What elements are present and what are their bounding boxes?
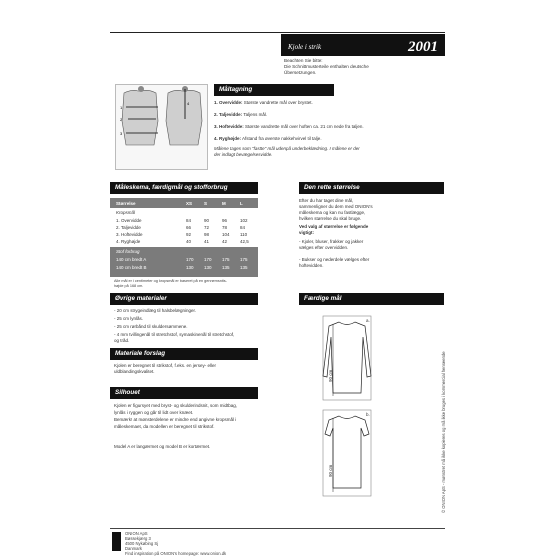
right-size-line: sammenligner du dem med ONION's [299, 204, 373, 209]
right-size-bullet: hoftevidden. [299, 263, 324, 268]
measure-item: 3. Hoftevidde: Største vandrette mål over hoften ca. 21 cm nede fra taljen. [214, 124, 364, 129]
right-size-bullet: vælges efter overvidden. [299, 245, 349, 250]
fabric-block [110, 247, 258, 277]
top-rule [110, 32, 445, 33]
svg-text:4: 4 [187, 101, 190, 106]
copyright-note: © ONION ApS - mønstret må ikke kopieres og må ikke bruges i kommercial henseende [441, 351, 446, 513]
dim-label-a: 90 cm [328, 369, 333, 382]
material-line: - 20 cm strygeindlæg til halsbelægninger. [114, 308, 197, 313]
svg-text:2: 2 [120, 117, 123, 122]
dress-label-a: a. [366, 318, 370, 323]
footer-line: Find inspiration på ONION's homepage: www.onion.dk [125, 551, 227, 556]
table-subhead: Kropsmål [116, 210, 136, 215]
table-row: 3. Hoftevidde 92 98 104 110 [116, 232, 248, 237]
size-table-heading: Måleskema, færdigmål og stofforbrug [110, 182, 258, 194]
table-header-row: Størrelse XS S M L [116, 201, 243, 206]
measure-note: Målene tages som "fastte" mål udenpå underbeklædning. I målene er der [214, 146, 360, 151]
right-size-bold: Ved valg af størrelse er følgende [299, 224, 369, 229]
table-row: 4. Ryghøjde 40 41 42 42,5 [116, 239, 249, 244]
footer-line: Bøssekjærg 3 [125, 536, 151, 541]
dress-drawings [299, 312, 444, 502]
note-line: Beachten Sie bitte: [284, 58, 323, 63]
table-footnote: højde på 168 cm. [114, 284, 144, 288]
fabric-line: Kjolen er beregnet til strikstof, f.eks. en jersey- eller [114, 363, 217, 368]
note-line: Die Schnittmusterteile enthalten deutsche [284, 64, 369, 69]
measure-item: 4. Ryghøjde: Afstand fra øverste nakkehvirvel til talje. [214, 136, 322, 141]
silhouette-line: lynlås i ryggen og går til lidt over knæet. [114, 410, 194, 415]
svg-text:3: 3 [120, 131, 123, 136]
right-size-line: hvilken størrelse du skal bruge. [299, 216, 362, 221]
dress-label-b: b. [366, 412, 370, 417]
onion-logo [112, 532, 121, 551]
material-line: - 25 cm rørbånd til skuldersømmene. [114, 324, 188, 329]
pattern-title: Kjole i strik [288, 43, 322, 51]
right-size-bold: vigtigt: [299, 230, 314, 235]
silhouette-line: måleskemaet, da modellen er beregnet til strikstof. [114, 424, 215, 429]
materials-heading: Øvrige materialer [110, 293, 258, 305]
silhouette-line: Model A er langærmet og model B er kortærmet. [114, 444, 211, 449]
right-size-line: måleskema og kan nu fastlægge, [299, 210, 366, 215]
fabric-suggestion-heading: Materiale forslag [110, 348, 258, 360]
footer-line: 4500 Nykøbing Sj [125, 541, 159, 546]
right-size-heading: Den rette størrelse [299, 182, 444, 194]
right-size-line: Efter du har taget dine mål, [299, 198, 354, 203]
measuring-heading: Måltagning [214, 84, 334, 96]
right-size-bullet: - Bukser og nederdele vælges efter [299, 257, 370, 262]
silhouette-line: Kjolen er figursyet med bryst- og skulderindsnit, som midtbag, [114, 403, 238, 408]
table-row: 140 cm bredt B 130 130 135 135 [116, 265, 248, 270]
material-line: - 25 cm lynlås. [114, 316, 144, 321]
pattern-number: 2001 [408, 39, 438, 55]
dim-label-b: 90 cm [328, 464, 333, 477]
measure-item: 1. Overvidde: Største vandrette mål over brystet. [214, 100, 313, 105]
table-row: 140 cm bredt A 170 170 175 175 [116, 257, 248, 262]
pattern-sheet [110, 32, 450, 556]
footer-rule [110, 528, 445, 529]
silhouette-heading: Silhouet [110, 387, 258, 399]
fabric-line: uldblandingskvalitet. [114, 369, 155, 374]
table-subhead: Stof forbrug [116, 249, 140, 254]
right-size-bullet: - Kjoler, bluser, frakker og jakker [299, 239, 364, 244]
measuring-figure [115, 84, 208, 170]
measure-note: der indlagt bevægelsesvidde. [214, 152, 273, 157]
material-line: - 4 mm tvillingenål til stretchstof, symaskinenål til stretchstof, [114, 332, 235, 337]
note-line: Übersetzungen. [284, 70, 317, 75]
footer-line: ONION ApS [125, 531, 148, 536]
table-row: 2. Taljevidde 66 72 78 84 [116, 225, 246, 230]
silhouette-line: Bemærk! at mønsterdelene er mindre end angivne kropsmål i [114, 417, 237, 422]
table-row: 1. Overvidde 84 90 96 102 [116, 218, 248, 223]
finished-heading: Færdige mål [299, 293, 444, 305]
material-line: og tråd. [114, 338, 130, 343]
title-bar [281, 34, 445, 56]
svg-text:1: 1 [120, 105, 123, 110]
footer-line: Danmark [125, 546, 142, 551]
measure-item: 2. Taljevidde: Taljens mål. [214, 112, 268, 117]
table-footnote: Alle mål er i centimeter og kropsmål er baseret på en gennemsnits- [114, 279, 227, 283]
